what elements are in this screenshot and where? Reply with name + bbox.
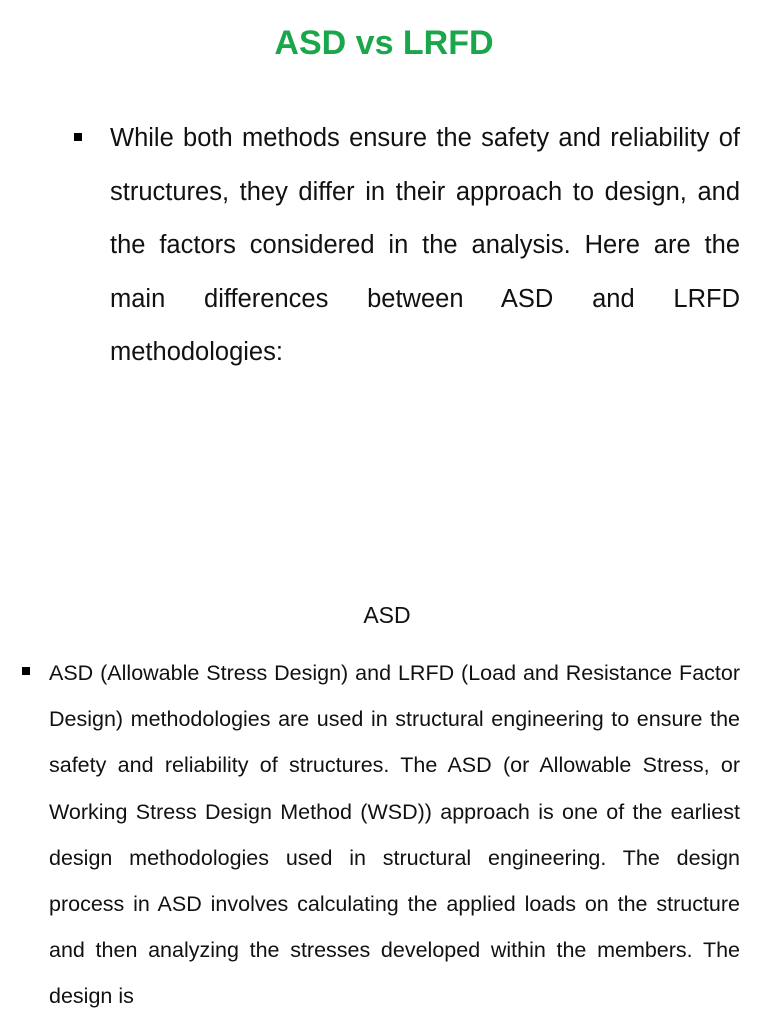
intro-bullet-text: While both methods ensure the safety and reliability of structures, they differ in their approach to design, and the factors considered in the analysis. Here are the main differences between ASD and LRFD methodologies:: [110, 124, 740, 366]
intro-bullet-item: [74, 112, 740, 380]
page-title: ASD vs LRFD: [274, 24, 494, 62]
square-bullet-icon: [74, 133, 82, 141]
asd-bullet-item: [22, 650, 740, 1020]
section-heading-asd: ASD: [363, 602, 411, 628]
asd-bullet-text: ASD (Allowable Stress Design) and LRFD (Load and Resistance Factor Design) methodologies are used in structural engineering to ensure the safety and reliability of structures. The ASD (or Allowable Stress, or Working Stress Design Method (WSD)) approach is one of the earliest design methodologies used in structural engineering. The design process in ASD involves calculating the applied loads on the structure and then analyzing the stresses developed within the members. The design is: [49, 661, 740, 1009]
square-bullet-icon: [22, 667, 30, 675]
